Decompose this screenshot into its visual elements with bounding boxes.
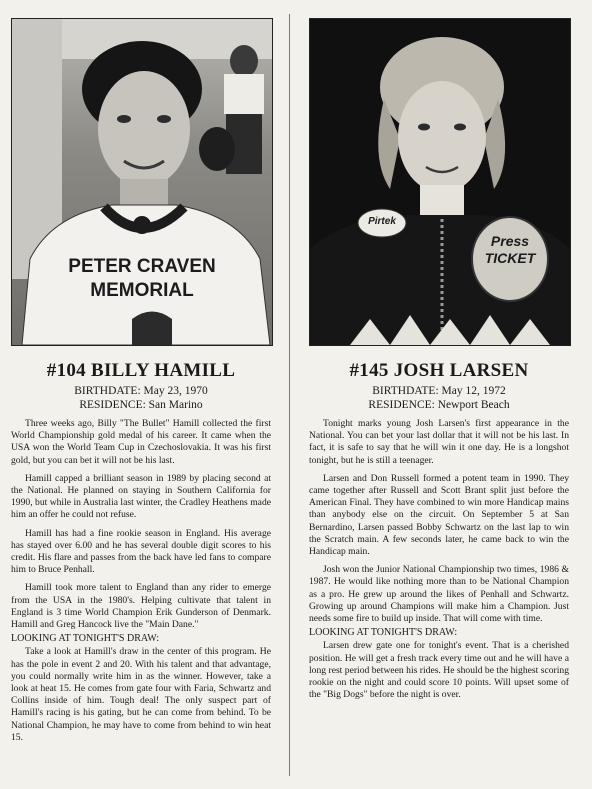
rider-birthdate: BIRTHDATE: May 12, 1972	[372, 385, 506, 397]
rider-photo-hamill	[11, 18, 273, 346]
rider-bio	[11, 418, 271, 744]
rider-profile-larsen	[309, 18, 569, 701]
bio-paragraph: Hamill has had a fine rookie season in England. His average has stayed over 6.00 and he has several double digit scores to his credit. His flare and passes from the back have led fans to compare him to Bruce Penhall.	[11, 527, 271, 576]
jersey-text	[12, 255, 272, 303]
rider-birthdate: BIRTHDATE: May 23, 1970	[74, 385, 208, 397]
logo-text-line2: TICKET	[484, 250, 536, 266]
draw-text: Take a look at Hamill's draw in the center of this program. He has the pole in event 2 and 20. With his talent and that advantage, you could normally write him in as the winner. However, take a look at heat 15. He comes from gate four with Faria, Schwartz and Collins inside of him. Tough deal! The only suspect part of Hamill's racing is his gating, but he can come from behind. To be National Champion, he may have to come from behind to win heat 15.	[11, 646, 271, 743]
rider-name: #145 JOSH LARSEN	[349, 360, 529, 381]
rider-residence: RESIDENCE: San Marino	[79, 399, 203, 411]
draw-text: Larsen drew gate one for tonight's event. That is a cherished position. He will get a fresh track every time out and he will have a long rest period between his rides. He should be the highest scoring rookie on the night and could score 10 points. Will upset some of the "Big Dogs" before the night is over.	[309, 640, 569, 701]
logo-text	[476, 233, 544, 267]
patch-text: Pirtek	[368, 216, 396, 227]
rider-profile-hamill	[11, 18, 271, 744]
rider-photo-larsen	[309, 18, 571, 346]
rider-bio	[309, 418, 569, 701]
logo-text-line1: Press	[490, 233, 530, 249]
larsen-photo-illustration	[310, 19, 570, 345]
jersey-text-line2: MEMORIAL	[90, 280, 194, 301]
bio-paragraph: Tonight marks young Josh Larsen's first appearance in the National. You can bet your last dollar that it will not be his last. In fact, it is safe to say that he will win it one day. He is a longshot tonight, but he is still a teenager.	[309, 418, 569, 466]
bio-paragraph: Josh won the Junior National Championship two times, 1986 & 1987. He would like nothing more than to be National Champion as a pro. He grew up around the likes of Penhall and Schwartz. Growing up around Champions will make him a Champion. Just needs some fire to build up inside. That will come with time.	[309, 564, 569, 625]
bio-paragraph: Larsen and Don Russell formed a potent team in 1990. They came together after Russell and Scott Brant split just before the American Final. They have combined to win more Handicap mains than anybody else on the circuit. On September 5 at San Bernardino, Larsen passed Bobby Schwartz on the last lap to win the Scratch main. A few seconds later, he came back to win the Handicap main.	[309, 472, 569, 558]
bio-paragraph: Three weeks ago, Billy "The Bullet" Hamill collected the first World Championship gold medal of his career. It came when the USA won the World Team Cup in Czechoslovakia. It was his first gold, but you can bet it will not be his last.	[11, 418, 271, 466]
bio-paragraph: Hamill took more talent to England than any rider to emerge from the USA in the 1980's. Helping cultivate that talent in England is 3 time World Champion Erik Gunderson of Denmark. Hamill and Greg Hancock live the "Main Dane."	[11, 582, 271, 631]
draw-heading: LOOKING AT TONIGHT'S DRAW:	[309, 627, 458, 639]
column-divider	[289, 14, 290, 776]
bio-paragraph: Hamill capped a brilliant season in 1989 by placing second at the National. He planned on staying in Southern California for 1990, but while in Australia last winter, the Cradley Heathens made him an offer he could not refuse.	[11, 472, 271, 521]
rider-residence: RESIDENCE: Newport Beach	[368, 399, 510, 411]
draw-heading: LOOKING AT TONIGHT'S DRAW:	[11, 633, 160, 645]
rider-name: #104 BILLY HAMILL	[46, 360, 236, 381]
jersey-text-line1: PETER CRAVEN	[68, 256, 216, 277]
